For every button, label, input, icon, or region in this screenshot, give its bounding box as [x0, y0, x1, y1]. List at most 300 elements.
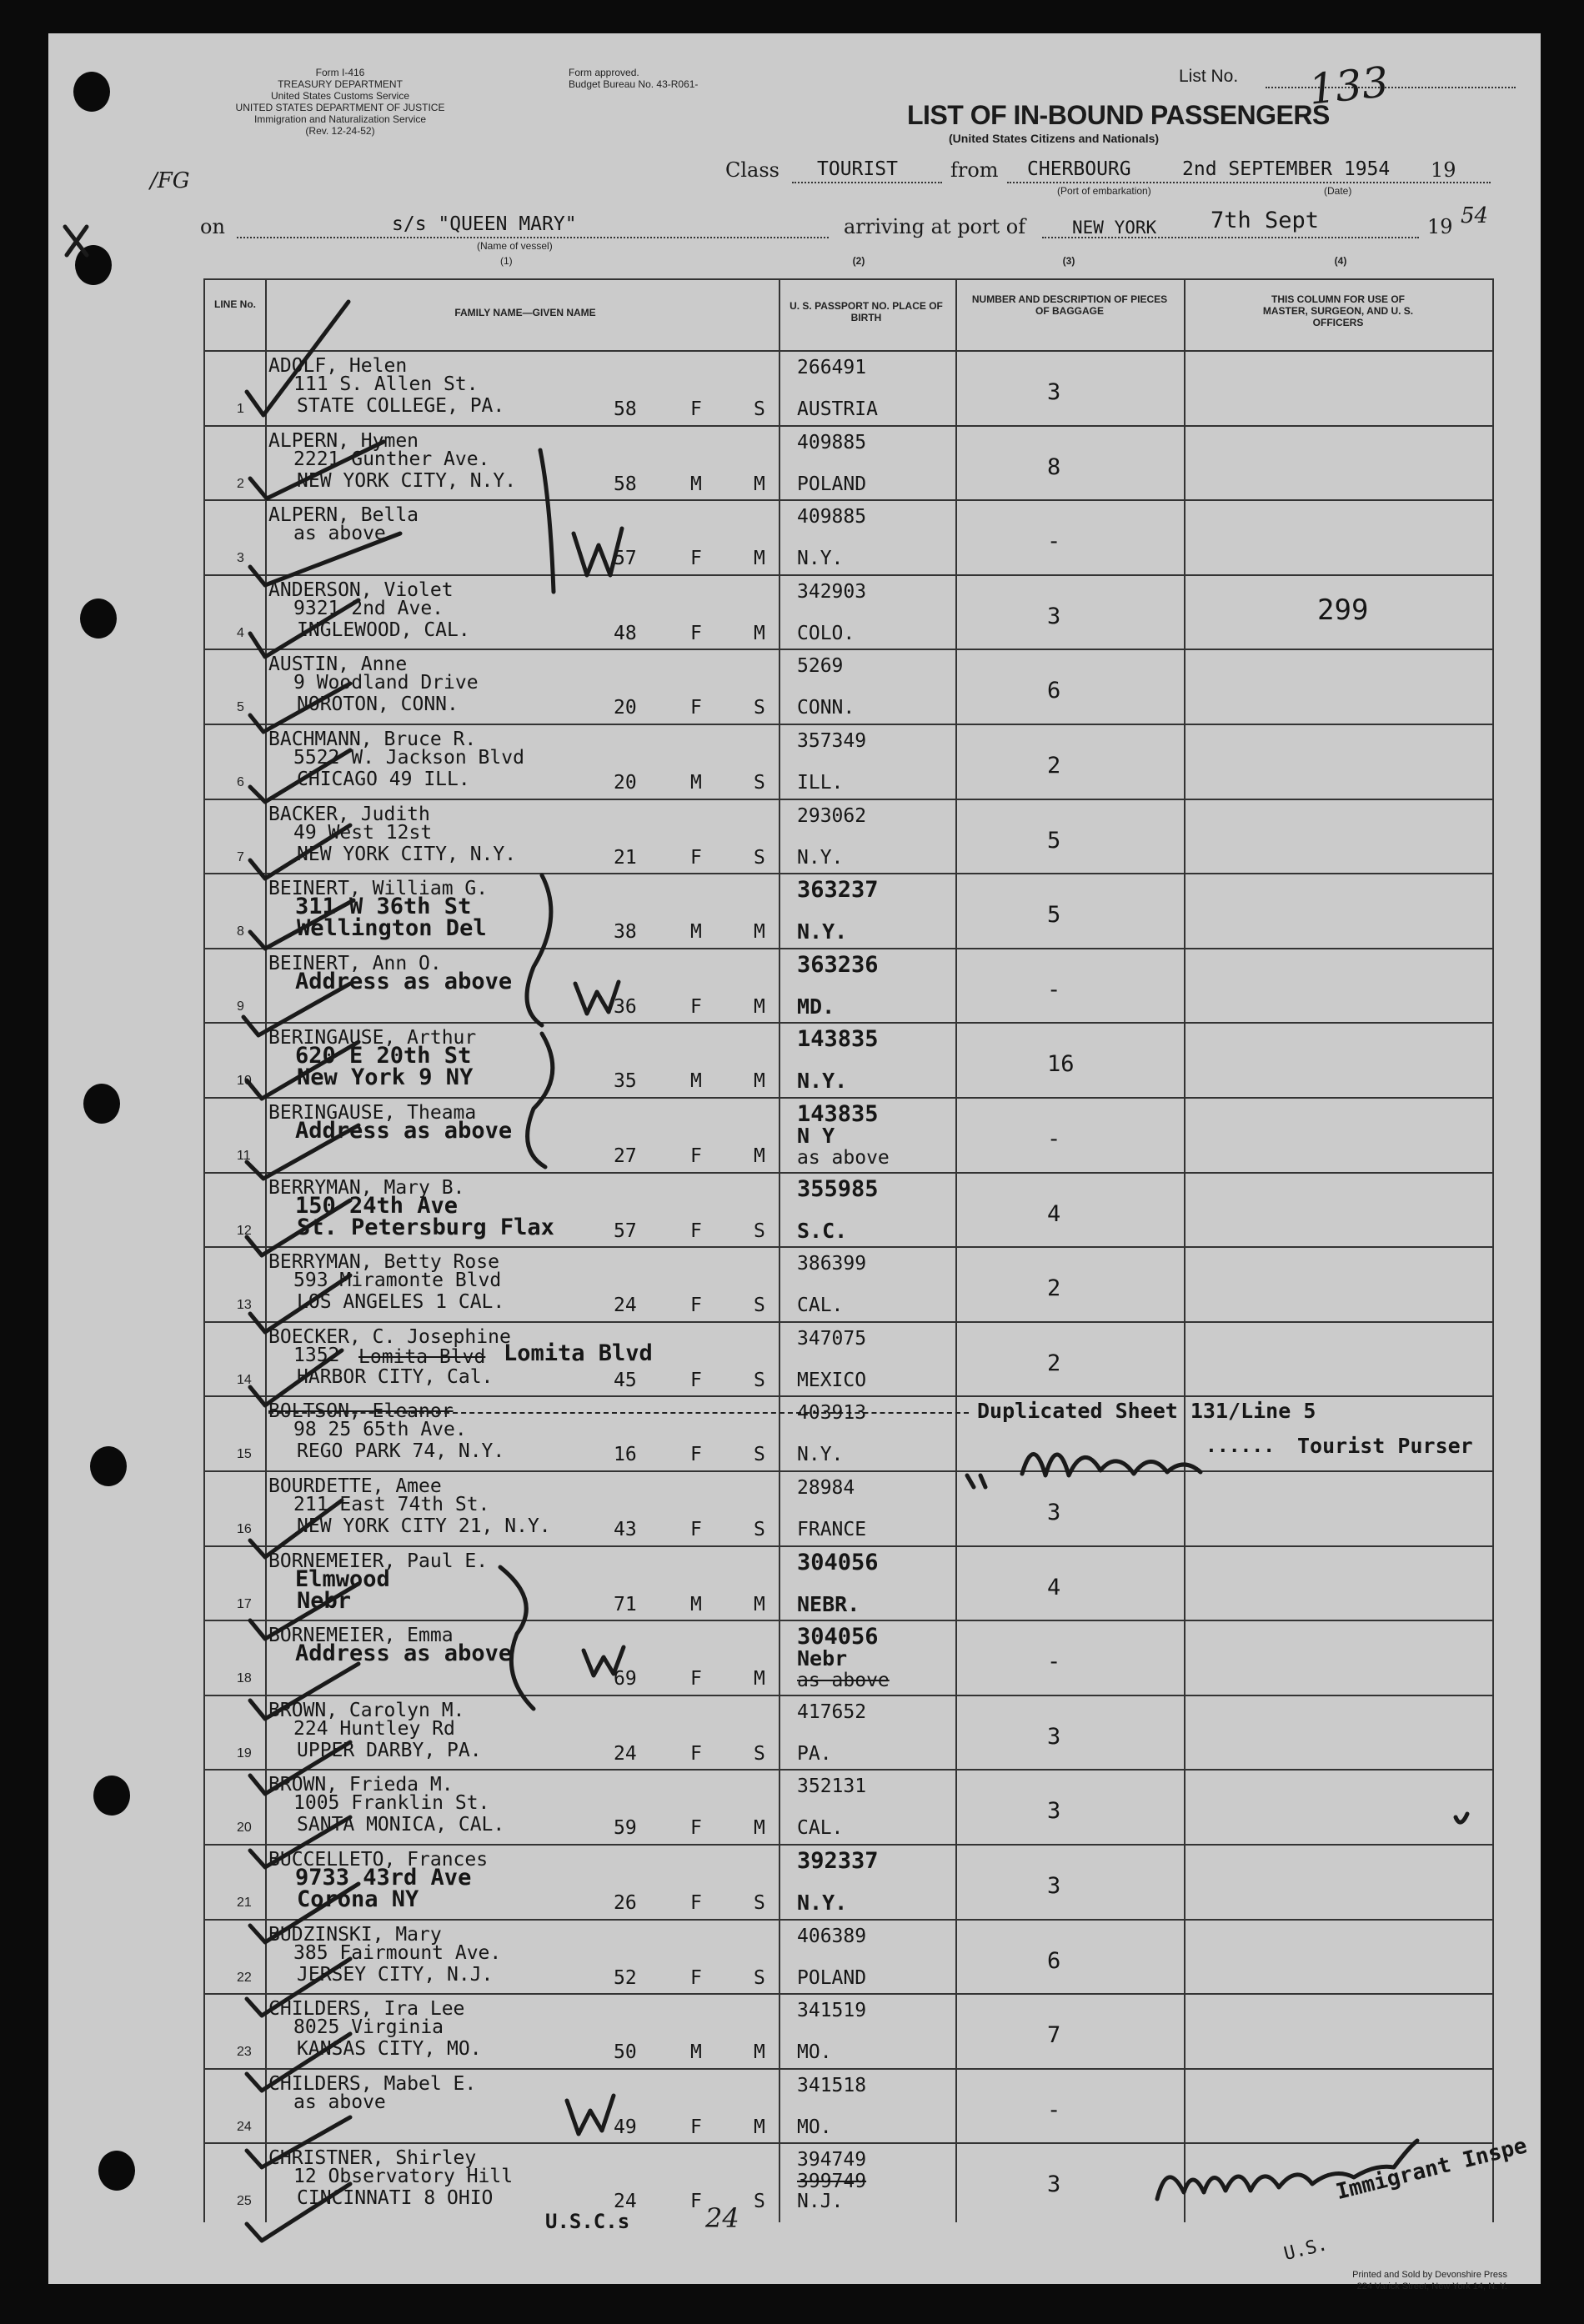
- baggage-count: 6: [1047, 1947, 1061, 1974]
- passenger-marital-status: S: [754, 1444, 765, 1466]
- place-of-birth: N.Y.: [797, 1069, 848, 1094]
- punch-hole: [90, 1446, 127, 1486]
- passenger-address-1: Elmwood: [295, 1565, 390, 1592]
- passenger-marital-status: M: [754, 1668, 765, 1690]
- table-top-border: [203, 278, 1494, 280]
- passenger-marital-status: M: [754, 548, 765, 570]
- passenger-address-2: Nebr: [297, 1587, 352, 1614]
- page-number: 24: [705, 2202, 739, 2234]
- baggage-count: 2: [1047, 1275, 1061, 1302]
- passport-number: 293062: [797, 804, 867, 827]
- baggage-count: 5: [1047, 902, 1061, 929]
- line-number: 23: [237, 2045, 252, 2060]
- header-passport: U. S. PASSPORT NO. PLACE OF BIRTH: [789, 300, 943, 323]
- purser-title: Tourist Purser: [1297, 1434, 1473, 1459]
- passenger-name: BOECKER, C. Josephine: [268, 1325, 511, 1348]
- row-divider: [203, 649, 1494, 650]
- passport-number: 417652: [797, 1700, 867, 1723]
- passenger-name: ANDERSON, Violet: [268, 578, 454, 601]
- passenger-sex: F: [690, 1369, 702, 1391]
- passenger-address-1: 1005 Franklin St.: [293, 1792, 490, 1815]
- passenger-sex: F: [690, 622, 702, 644]
- row-divider: [203, 2068, 1494, 2070]
- passenger-age: 71: [614, 1593, 637, 1615]
- place-of-birth: CAL.: [797, 1817, 844, 1840]
- passenger-age: 24: [614, 2191, 637, 2213]
- table-right-border: [1492, 278, 1494, 2222]
- passenger-marital-status: M: [754, 2116, 765, 2138]
- passenger-address-1: 49 West 12st: [293, 821, 433, 844]
- baggage-count: 4: [1047, 1200, 1061, 1227]
- passenger-address-1: as above: [293, 2091, 386, 2113]
- passport-number: 347075: [797, 1327, 867, 1350]
- place-of-birth: MO.: [797, 2041, 832, 2064]
- fg-mark: /FG: [150, 168, 190, 193]
- passenger-age: 38: [614, 921, 637, 944]
- address-correction: Lomita Blvd: [504, 1340, 653, 1366]
- place-of-birth: CAL.: [797, 1295, 844, 1317]
- printer-line-1: Printed and Sold by Devonshire Press: [1352, 2270, 1507, 2280]
- passenger-sex: F: [690, 2191, 702, 2213]
- passenger-marital-status: M: [754, 1145, 765, 1167]
- passenger-address-1: 2221 Gunther Ave.: [293, 448, 490, 470]
- line-number: 21: [237, 1896, 252, 1910]
- passport-number: 342903: [797, 580, 867, 603]
- punch-hole: [73, 72, 110, 112]
- passenger-name: ALPERN, Hymen: [268, 429, 419, 452]
- baggage-count: 5: [1047, 827, 1061, 854]
- passenger-name: BORNEMEIER, Paul E.: [268, 1550, 489, 1572]
- row-divider: [203, 1919, 1494, 1921]
- row-divider: [203, 799, 1494, 800]
- row-divider: [203, 1097, 1494, 1099]
- passenger-address-1: 111 S. Allen St.: [293, 373, 479, 395]
- passenger-sex: F: [690, 846, 702, 869]
- passenger-address-2: KANSAS CITY, MO.: [297, 2038, 482, 2061]
- passport-struck: 399749: [797, 2171, 867, 2193]
- passenger-age: 16: [614, 1444, 637, 1466]
- place-of-birth: N.Y.: [797, 919, 848, 944]
- passenger-sex: M: [690, 473, 702, 495]
- passenger-age: 43: [614, 1519, 637, 1540]
- class-value: TOURIST: [817, 158, 898, 180]
- punch-hole: [98, 2151, 135, 2191]
- passenger-name: CHILDERS, Mabel E.: [268, 2072, 477, 2095]
- passenger-age: 24: [614, 1742, 637, 1765]
- baggage-count: 3: [1047, 1500, 1061, 1525]
- passenger-marital-status: S: [754, 846, 765, 869]
- list-number-label: List No.: [1179, 67, 1239, 86]
- baggage-count: -: [1047, 528, 1061, 555]
- passenger-name: CHILDERS, Ira Lee: [268, 1998, 465, 2021]
- baggage-count: 3: [1047, 1723, 1061, 1750]
- passenger-name: BROWN, Frieda M.: [268, 1774, 454, 1796]
- page-subtitle: (United States Citizens and Nationals): [949, 132, 1160, 145]
- passenger-name: BERRYMAN, Mary B.: [268, 1176, 465, 1199]
- passport-number: 341519: [797, 2000, 867, 2022]
- line-number: 16: [237, 1522, 252, 1536]
- passenger-address-1: 211 East 74th St.: [293, 1494, 490, 1515]
- passenger-name: BERINGAUSE, Theama: [268, 1102, 477, 1124]
- row-divider: [203, 1769, 1494, 1771]
- address-struck: Lomita Blvd: [358, 1345, 486, 1368]
- purser-dots: ......: [1206, 1435, 1276, 1458]
- passport-number: 28984: [797, 1477, 855, 1499]
- passenger-marital-status: S: [754, 1519, 765, 1540]
- row-divider: [203, 1470, 1494, 1472]
- line-number: 18: [237, 1671, 252, 1686]
- inspector-stamp: Immigrant Inspe: [1333, 2133, 1530, 2206]
- place-of-birth: N.Y.: [797, 846, 844, 869]
- form-approved: Form approved.: [569, 67, 639, 78]
- printer-line-2: 224 Varick Street, New York 14, N. Y.: [1356, 2281, 1507, 2291]
- passenger-marital-status: S: [754, 697, 765, 719]
- passenger-sex: M: [690, 772, 702, 794]
- line-number: 25: [237, 2194, 252, 2209]
- on-label: on: [200, 215, 225, 238]
- row-divider: [203, 873, 1494, 874]
- duplicate-note: Duplicated Sheet 131/Line 5: [977, 1399, 1316, 1424]
- passenger-address-2: HARBOR CITY, Cal.: [297, 1365, 494, 1388]
- class-label: Class: [725, 158, 779, 182]
- place-of-birth: POLAND: [797, 1966, 867, 1989]
- passenger-sex: F: [690, 1519, 702, 1540]
- passenger-marital-status: S: [754, 772, 765, 794]
- officer-note: 299: [1317, 593, 1369, 627]
- baggage-count: 7: [1047, 2022, 1061, 2049]
- baggage-count: 16: [1047, 1051, 1075, 1078]
- passenger-sex: F: [690, 398, 702, 420]
- baggage-count: 3: [1047, 379, 1061, 405]
- passenger-marital-status: M: [754, 1070, 765, 1093]
- page-title: LIST OF IN-BOUND PASSENGERS: [907, 100, 1330, 130]
- passport-number: 341518: [797, 2074, 867, 2096]
- passenger-address-1: 98 25 65th Ave.: [293, 1419, 467, 1441]
- passport-number: 352131: [797, 1776, 867, 1798]
- passenger-address-2: NEW YORK CITY, N.Y.: [297, 843, 517, 865]
- from-line: [1007, 182, 1491, 183]
- line-number: 15: [237, 1447, 252, 1462]
- passenger-address-2: NOROTON, CONN.: [297, 694, 459, 716]
- list-number-value: 133: [1306, 58, 1391, 114]
- inspector-stamp-prefix: U.S.: [1281, 2233, 1331, 2266]
- line-number: 6: [237, 775, 244, 789]
- header-col3-number: (3): [1062, 255, 1075, 267]
- row-divider: [203, 1545, 1494, 1547]
- passenger-address-2: JERSEY CITY, N.J.: [297, 1963, 494, 1986]
- passenger-sex: M: [690, 1593, 702, 1615]
- passport-number: 403913: [797, 1402, 867, 1425]
- passport-number: 409885: [797, 431, 867, 453]
- line-number: 22: [237, 1970, 252, 1985]
- passenger-sex: F: [690, 1742, 702, 1765]
- row-divider: [203, 2142, 1494, 2144]
- table-left-border: [203, 278, 205, 2222]
- passenger-age: 69: [614, 1668, 637, 1690]
- row-divider: [203, 1321, 1494, 1323]
- row-divider: [203, 574, 1494, 576]
- passenger-name: BOLTSON, Eleanor: [268, 1400, 454, 1423]
- passenger-sex: F: [690, 1966, 702, 1989]
- passenger-name: BOURDETTE, Amee: [268, 1475, 442, 1497]
- place-of-birth: FRANCE: [797, 1519, 867, 1540]
- passenger-name: AUSTIN, Anne: [268, 654, 408, 676]
- place-of-birth: N.Y.: [797, 548, 844, 570]
- col-divider-passport: [779, 278, 780, 2222]
- passenger-age: 45: [614, 1369, 637, 1391]
- passenger-address-2: Wellington Del: [297, 915, 487, 942]
- passport-number: 143835: [797, 1026, 879, 1053]
- line-number: 9: [237, 999, 244, 1014]
- baggage-count: 2: [1047, 753, 1061, 779]
- line-number: 7: [237, 849, 244, 864]
- passenger-address-1: 620 E 20th St: [295, 1043, 472, 1069]
- passenger-age: 20: [614, 697, 637, 719]
- place-of-birth: N.J.: [797, 2191, 844, 2213]
- passenger-address-1: 9 Woodland Drive: [293, 672, 479, 694]
- line-number: 12: [237, 1223, 252, 1238]
- row-divider: [203, 1993, 1494, 1995]
- place-of-birth: PA.: [797, 1742, 832, 1765]
- header-col4-number: (4): [1334, 255, 1347, 267]
- passenger-age: 27: [614, 1145, 637, 1167]
- passenger-sex: F: [690, 1668, 702, 1690]
- place-of-birth: POLAND: [797, 473, 867, 495]
- passenger-sex: F: [690, 1444, 702, 1466]
- vessel-line: [237, 237, 829, 238]
- form-number: Form I-416: [315, 67, 365, 78]
- passenger-address-2: New York 9 NY: [297, 1064, 474, 1091]
- passenger-address-1: 224 Huntley Rd: [293, 1717, 455, 1740]
- line-number: 17: [237, 1596, 252, 1611]
- passenger-address-1: 12 Observatory Hill: [293, 2166, 514, 2188]
- passenger-address-1: 150 24th Ave: [295, 1192, 459, 1219]
- header-officers: THIS COLUMN FOR USE OF MASTER, SURGEON, AND U. S. OFFICERS: [1262, 293, 1414, 328]
- row-divider: [203, 1844, 1494, 1846]
- passenger-marital-status: M: [754, 2041, 765, 2064]
- baggage-count: 3: [1047, 1873, 1061, 1899]
- col-divider-officers: [1184, 278, 1185, 2222]
- place-of-birth: MO.: [797, 2116, 832, 2138]
- passport-number: 392337: [797, 1848, 879, 1874]
- passenger-sex: F: [690, 1145, 702, 1167]
- passenger-name: BACKER, Judith: [268, 803, 430, 825]
- baggage-count: -: [1047, 2096, 1061, 2123]
- place-of-birth: N Y: [797, 1124, 835, 1148]
- place-of-birth-note: as above: [797, 1670, 890, 1692]
- row-divider: [203, 948, 1494, 949]
- passenger-marital-status: S: [754, 2191, 765, 2213]
- passenger-marital-status: S: [754, 1742, 765, 1765]
- service-name: United States Customs Service: [270, 90, 410, 102]
- baggage-count: 4: [1047, 1574, 1061, 1600]
- passenger-name: ALPERN, Bella: [268, 504, 419, 527]
- passenger-sex: M: [690, 921, 702, 944]
- baggage-count: -: [1047, 1649, 1061, 1675]
- baggage-count: 6: [1047, 678, 1061, 704]
- place-of-birth: AUSTRIA: [797, 398, 878, 420]
- passenger-name: BEINERT, William G.: [268, 878, 489, 900]
- row-divider: [203, 1022, 1494, 1024]
- passport-number: 409885: [797, 506, 867, 528]
- arrival-year-prefix: 19: [1427, 215, 1453, 238]
- list-number-line: [1266, 87, 1516, 88]
- passenger-sex: F: [690, 697, 702, 719]
- punch-hole: [93, 1776, 130, 1816]
- passenger-sex: M: [690, 1070, 702, 1093]
- passenger-marital-status: S: [754, 1892, 765, 1914]
- passenger-age: 24: [614, 1295, 637, 1317]
- row-divider: [203, 724, 1494, 725]
- passenger-address-2: NEW YORK CITY 21, N.Y.: [297, 1515, 551, 1537]
- passport-number: 5269: [797, 655, 844, 678]
- baggage-count: -: [1047, 976, 1061, 1003]
- vessel-name: s/s "QUEEN MARY": [392, 213, 577, 235]
- line-number: 19: [237, 1746, 252, 1761]
- place-of-birth: NEBR.: [797, 1591, 860, 1616]
- arriving-label: arriving at port of: [844, 215, 1026, 238]
- approval-block: [569, 67, 698, 90]
- passenger-age: 59: [614, 1817, 637, 1840]
- passenger-address-2: INGLEWOOD, CAL.: [297, 619, 470, 641]
- passenger-address-1: Address as above: [295, 1640, 513, 1667]
- col-divider-baggage: [955, 278, 957, 2222]
- passenger-name: BUDZINSKI, Mary: [268, 1923, 442, 1946]
- passenger-age: 35: [614, 1070, 637, 1093]
- from-label: from: [950, 158, 999, 182]
- passport-number: 406389: [797, 1925, 867, 1947]
- passenger-address-2: St. Petersburg Flax: [297, 1214, 554, 1240]
- passenger-marital-status: M: [754, 995, 765, 1018]
- passenger-age: 57: [614, 548, 637, 570]
- passenger-address-1: 1352: [293, 1344, 340, 1366]
- baggage-count: -: [1047, 1126, 1061, 1152]
- passenger-age: 48: [614, 622, 637, 644]
- passenger-address-2: STATE COLLEGE, PA.: [297, 395, 505, 417]
- line-number: 1: [237, 402, 244, 416]
- passenger-address-2: CINCINNATI 8 OHIO: [297, 2187, 494, 2210]
- passenger-name: BROWN, Carolyn M.: [268, 1699, 465, 1721]
- passenger-marital-status: M: [754, 1817, 765, 1840]
- passenger-name: BACHMANN, Bruce R.: [268, 729, 477, 750]
- passenger-sex: F: [690, 548, 702, 570]
- header-name: FAMILY NAME—GIVEN NAME: [454, 307, 596, 318]
- passenger-address-1: Address as above: [295, 968, 513, 994]
- passenger-address-1: 593 Miramonte Blvd: [293, 1270, 502, 1292]
- line-number: 14: [237, 1372, 252, 1387]
- header-col2-number: (2): [852, 255, 865, 267]
- row-divider: [203, 499, 1494, 501]
- passenger-address-2: LOS ANGELES 1 CAL.: [297, 1291, 505, 1314]
- row-divider: [203, 1395, 1494, 1397]
- place-of-birth: S.C.: [797, 1218, 848, 1243]
- col-divider-name: [265, 278, 267, 2222]
- passenger-sex: F: [690, 1892, 702, 1914]
- passport-number: 357349: [797, 730, 867, 752]
- place-of-birth-note: as above: [797, 1147, 890, 1169]
- line-number: 11: [237, 1149, 251, 1163]
- arrival-date: 7th Sept: [1211, 208, 1320, 233]
- place-of-birth: ILL.: [797, 772, 844, 794]
- passenger-sex: F: [690, 1220, 702, 1242]
- punch-hole: [83, 1084, 120, 1124]
- passenger-marital-status: S: [754, 1220, 765, 1242]
- passenger-age: 49: [614, 2116, 637, 2138]
- passenger-address-1: 8025 Virginia: [293, 2016, 444, 2039]
- passenger-address-2: UPPER DARBY, PA.: [297, 1739, 482, 1761]
- baggage-count: 3: [1047, 1798, 1061, 1825]
- place-of-birth: MD.: [797, 994, 835, 1019]
- line-number: 3: [237, 551, 244, 566]
- passenger-sex: F: [690, 1295, 702, 1317]
- row-divider: [203, 1246, 1494, 1248]
- passenger-age: 21: [614, 846, 637, 869]
- passenger-marital-status: M: [754, 622, 765, 644]
- service-name-2: Immigration and Naturalization Service: [253, 113, 427, 125]
- baggage-count: 2: [1047, 1350, 1061, 1376]
- line-number: 5: [237, 700, 244, 715]
- passenger-address-1: 385 Fairmount Ave.: [293, 1941, 502, 1964]
- row-divider: [203, 1620, 1494, 1621]
- passenger-sex: F: [690, 2116, 702, 2138]
- column-1-caption: (1): [500, 255, 513, 267]
- passenger-age: 20: [614, 772, 637, 794]
- passenger-name: ADOLF, Helen: [268, 355, 408, 377]
- passenger-age: 36: [614, 995, 637, 1018]
- department-name-2: UNITED STATES DEPARTMENT OF JUSTICE: [235, 102, 445, 113]
- passport-number: 304056: [797, 1624, 879, 1650]
- header-line-no: LINE No.: [214, 298, 256, 310]
- passenger-marital-status: S: [754, 1966, 765, 1989]
- table-header-border: [203, 350, 1494, 352]
- line-number: 24: [237, 2119, 252, 2134]
- passenger-name: BERINGAUSE, Arthur: [268, 1027, 477, 1049]
- passenger-address-2: CHICAGO 49 ILL.: [297, 769, 470, 790]
- row-divider: [203, 1172, 1494, 1174]
- department-name: TREASURY DEPARTMENT: [278, 78, 403, 90]
- passenger-address-1: 5522 W. Jackson Blvd: [293, 747, 524, 769]
- passenger-address-1: as above: [293, 523, 386, 545]
- row-divider: [203, 425, 1494, 427]
- passenger-marital-status: M: [754, 473, 765, 495]
- embark-caption: (Port of embarkation): [1057, 185, 1151, 197]
- departure-date: 2nd SEPTEMBER 1954: [1182, 158, 1391, 180]
- passenger-name: BEINERT, Ann O.: [268, 952, 442, 974]
- passenger-address-1: 9321 2nd Ave.: [293, 597, 444, 619]
- baggage-count: 3: [1047, 2171, 1061, 2198]
- form-info-block: [148, 67, 532, 137]
- passport-number: 266491: [797, 357, 867, 378]
- place-of-birth: Nebr: [797, 1646, 848, 1671]
- passenger-name: CHRISTNER, Shirley: [268, 2147, 477, 2170]
- passport-number: 304056: [797, 1549, 879, 1575]
- passenger-marital-status: S: [754, 1295, 765, 1317]
- passenger-marital-status: M: [754, 1593, 765, 1615]
- arrival-year: 54: [1461, 203, 1489, 228]
- passport-number: 394749: [797, 2149, 867, 2171]
- year-suffix: 19: [1431, 158, 1456, 182]
- passenger-name: BUCCELLETO, Frances: [268, 1849, 489, 1871]
- header-baggage: NUMBER AND DESCRIPTION OF PIECES OF BAGGAGE: [971, 293, 1168, 317]
- budget-bureau: Budget Bureau No. 43-R061-: [569, 78, 699, 90]
- punch-hole: [80, 599, 117, 639]
- row-divider: [203, 1695, 1494, 1696]
- punch-hole: [75, 245, 112, 285]
- place-of-birth: N.Y.: [797, 1444, 844, 1466]
- passenger-address-2: REGO PARK 74, N.Y.: [297, 1440, 505, 1463]
- passenger-name: BERRYMAN, Betty Rose: [268, 1251, 499, 1274]
- place-of-birth: COLO.: [797, 622, 855, 644]
